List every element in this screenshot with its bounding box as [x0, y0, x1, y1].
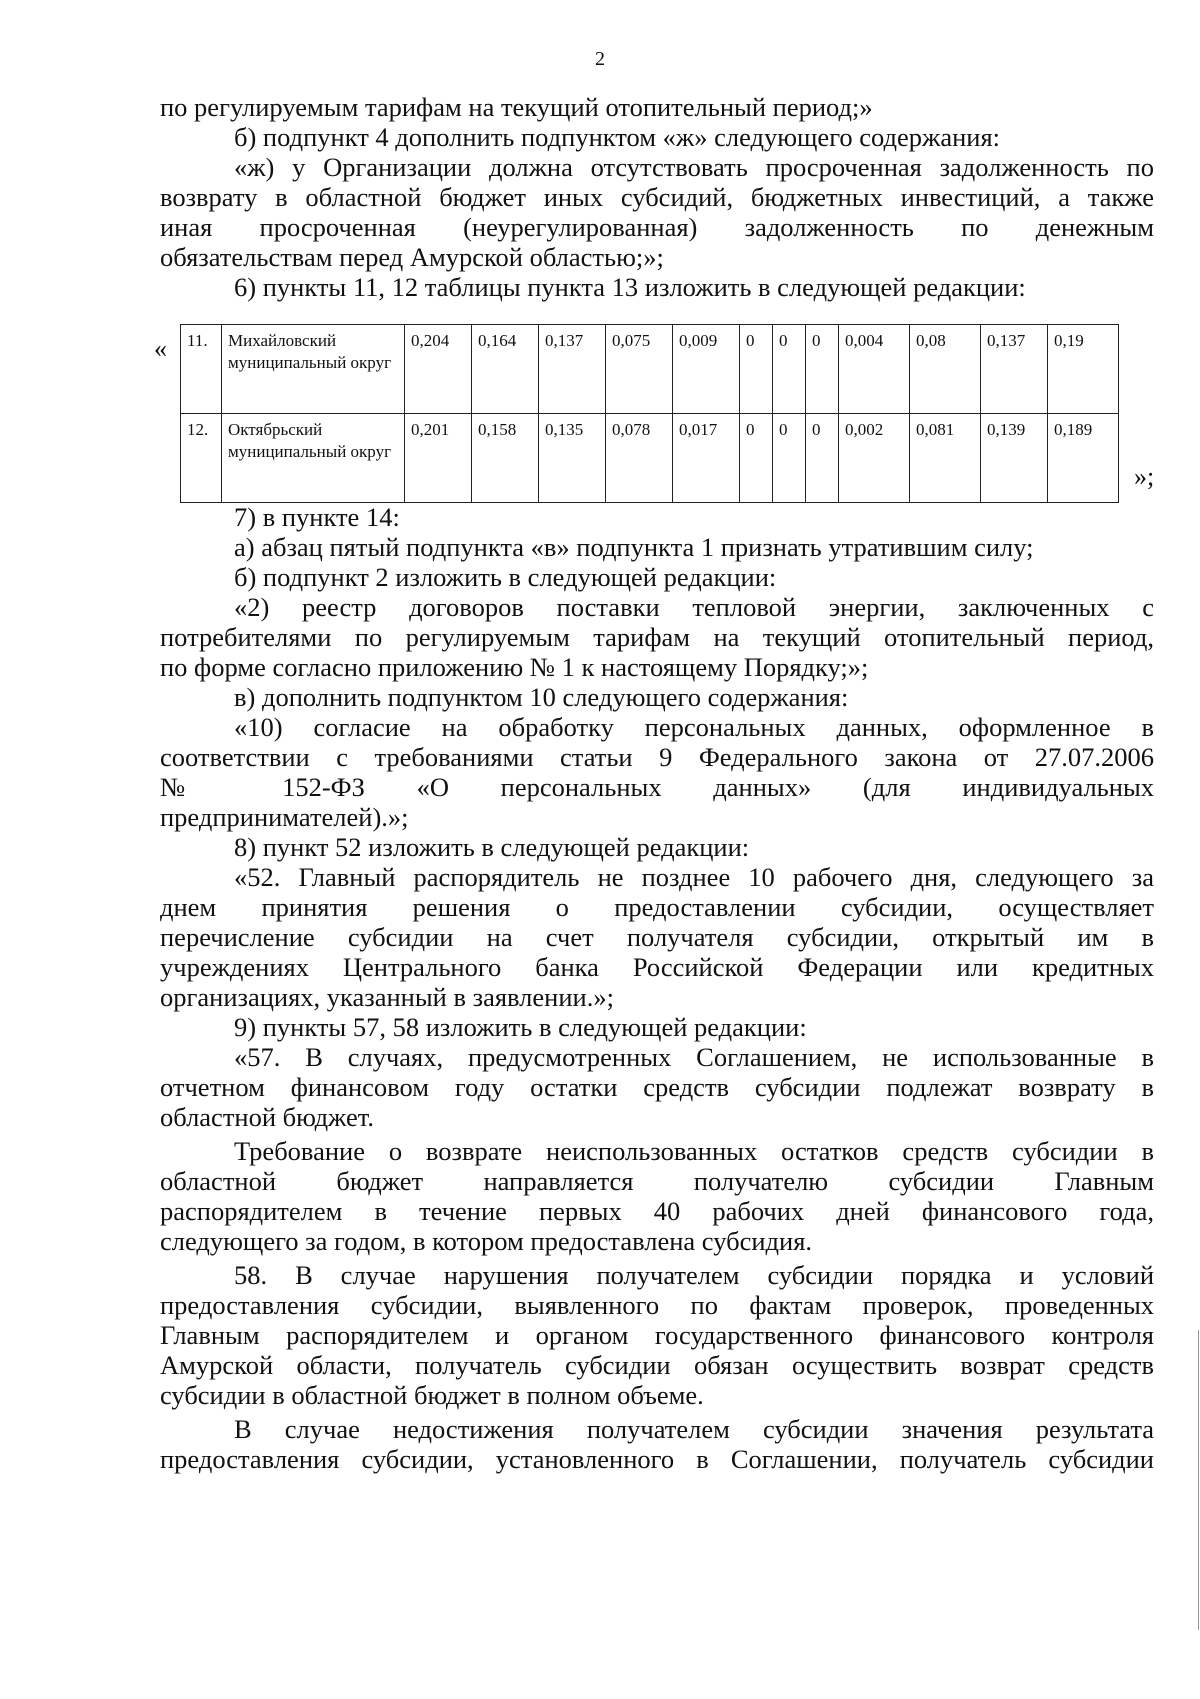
table-cell: 0 — [740, 414, 773, 503]
text-line: б) подпункт 2 изложить в следующей редакции: — [234, 562, 777, 592]
intro-block — [160, 92, 1154, 302]
page-number: 2 — [595, 48, 605, 70]
text-line: Требование о возврате неиспользованных остатков средств субсидии в — [234, 1136, 1154, 1166]
text-line: «10) согласие на обработку персональных данных, оформленное в — [234, 712, 1154, 742]
text-line: распорядителем в течение первых 40 рабочих дней финансового года, — [160, 1196, 1154, 1226]
table-cell: 0,075 — [606, 325, 673, 414]
district-name: Октябрьский муниципальный округ — [222, 414, 405, 503]
text-line: Амурской области, получатель субсидии обязан осуществить возврат средств — [160, 1350, 1154, 1380]
text-line: субсидии в областной бюджет в полном объеме. — [160, 1380, 704, 1410]
table-cell: 0,004 — [839, 325, 910, 414]
text-line: «2) реестр договоров поставки тепловой энергии, заключенных с — [234, 592, 1154, 622]
table-cell: 0 — [773, 414, 806, 503]
text-line: предоставления субсидии, установленного в Соглашении, получатель субсидии — [160, 1444, 1154, 1474]
table-cell: 0,201 — [405, 414, 472, 503]
open-quote: « — [154, 334, 167, 363]
text-line: отчетном финансовом году остатки средств субсидии подлежат возврату в — [160, 1072, 1154, 1102]
table-cell: 0 — [806, 325, 839, 414]
text-line: № 152-ФЗ «О персональных данных» (для индивидуальных — [160, 772, 1154, 802]
table-cell: 0,009 — [673, 325, 740, 414]
table-cell: 0 — [773, 325, 806, 414]
text-line: В случае недостижения получателем субсидии значения результата — [234, 1414, 1154, 1444]
text-line: Главным распорядителем и органом государственного финансового контроля — [160, 1320, 1154, 1350]
text-line: соответствии с требованиями статьи 9 Федерального закона от 27.07.2006 — [160, 742, 1154, 772]
table-cell: 0,189 — [1048, 414, 1119, 503]
table-cell: 0 — [806, 414, 839, 503]
text-line: предоставления субсидии, выявленного по фактам проверок, проведенных — [160, 1290, 1154, 1320]
table-cell: 0,19 — [1048, 325, 1119, 414]
text-line: областной бюджет. — [160, 1102, 374, 1132]
text-line: «57. В случаях, предусмотренных Соглашением, не использованные в — [234, 1042, 1154, 1072]
text-line: потребителями по регулируемым тарифам на текущий отопительный период, — [160, 622, 1154, 652]
body-block — [160, 502, 1154, 1474]
text-line: предпринимателей).»; — [160, 802, 409, 832]
table-cell: 0,137 — [539, 325, 606, 414]
table-cell: 0,081 — [910, 414, 981, 503]
table-cell: 0,002 — [839, 414, 910, 503]
table-row — [181, 325, 1119, 414]
table-cell: 0,08 — [910, 325, 981, 414]
table-cell: 0,158 — [472, 414, 539, 503]
row-number: 11. — [181, 325, 222, 414]
table-cell: 0,204 — [405, 325, 472, 414]
text-line: возврату в областной бюджет иных субсидий, бюджетных инвестиций, а также — [160, 182, 1154, 212]
text-line: следующего за годом, в котором предоставлена субсидия. — [160, 1226, 813, 1256]
text-line: по регулируемым тарифам на текущий отопительный период;» — [160, 92, 873, 122]
table-cell: 0,137 — [981, 325, 1048, 414]
text-line: «ж) у Организации должна отсутствовать просроченная задолженность по — [234, 152, 1154, 182]
district-name: Михайловский муниципальный округ — [222, 325, 405, 414]
text-line: организациях, указанный в заявлении.»; — [160, 982, 614, 1012]
text-line: по форме согласно приложению № 1 к настоящему Порядку;»; — [160, 652, 869, 682]
text-line: 9) пункты 57, 58 изложить в следующей редакции: — [234, 1012, 807, 1042]
row-number: 12. — [181, 414, 222, 503]
table-cell: 0,135 — [539, 414, 606, 503]
text-line: в) дополнить подпунктом 10 следующего содержания: — [234, 682, 849, 712]
table-row — [181, 414, 1119, 503]
text-line: областной бюджет направляется получателю субсидии Главным — [160, 1166, 1154, 1196]
close-quote: »; — [1134, 462, 1155, 491]
text-line: учреждениях Центрального банка Российской Федерации или кредитных — [160, 952, 1154, 982]
text-line: 7) в пункте 14: — [234, 502, 400, 532]
table-cell: 0 — [740, 325, 773, 414]
text-line: перечисление субсидии на счет получателя субсидии, открытый им в — [160, 922, 1154, 952]
scan-edge-line — [1198, 1330, 1199, 1630]
table-cell: 0,139 — [981, 414, 1048, 503]
table-cell: 0,078 — [606, 414, 673, 503]
text-line: 58. В случае нарушения получателем субсидии порядка и условий — [234, 1260, 1154, 1290]
text-line: «52. Главный распорядитель не позднее 10 рабочего дня, следующего за — [234, 862, 1154, 892]
text-line: б) подпункт 4 дополнить подпунктом «ж» следующего содержания: — [234, 122, 1001, 152]
text-line: иная просроченная (неурегулированная) задолженность по денежным — [160, 212, 1154, 242]
text-line: днем принятия решения о предоставлении субсидии, осуществляет — [160, 892, 1154, 922]
text-line: 8) пункт 52 изложить в следующей редакции: — [234, 832, 750, 862]
table-cell: 0,017 — [673, 414, 740, 503]
table-cell: 0,164 — [472, 325, 539, 414]
text-line: а) абзац пятый подпункта «в» подпункта 1 признать утратившим силу; — [234, 532, 1034, 562]
text-line: 6) пункты 11, 12 таблицы пункта 13 изложить в следующей редакции: — [234, 272, 1026, 302]
text-line: обязательствам перед Амурской областью;»; — [160, 242, 664, 272]
tariff-table — [180, 324, 1119, 503]
